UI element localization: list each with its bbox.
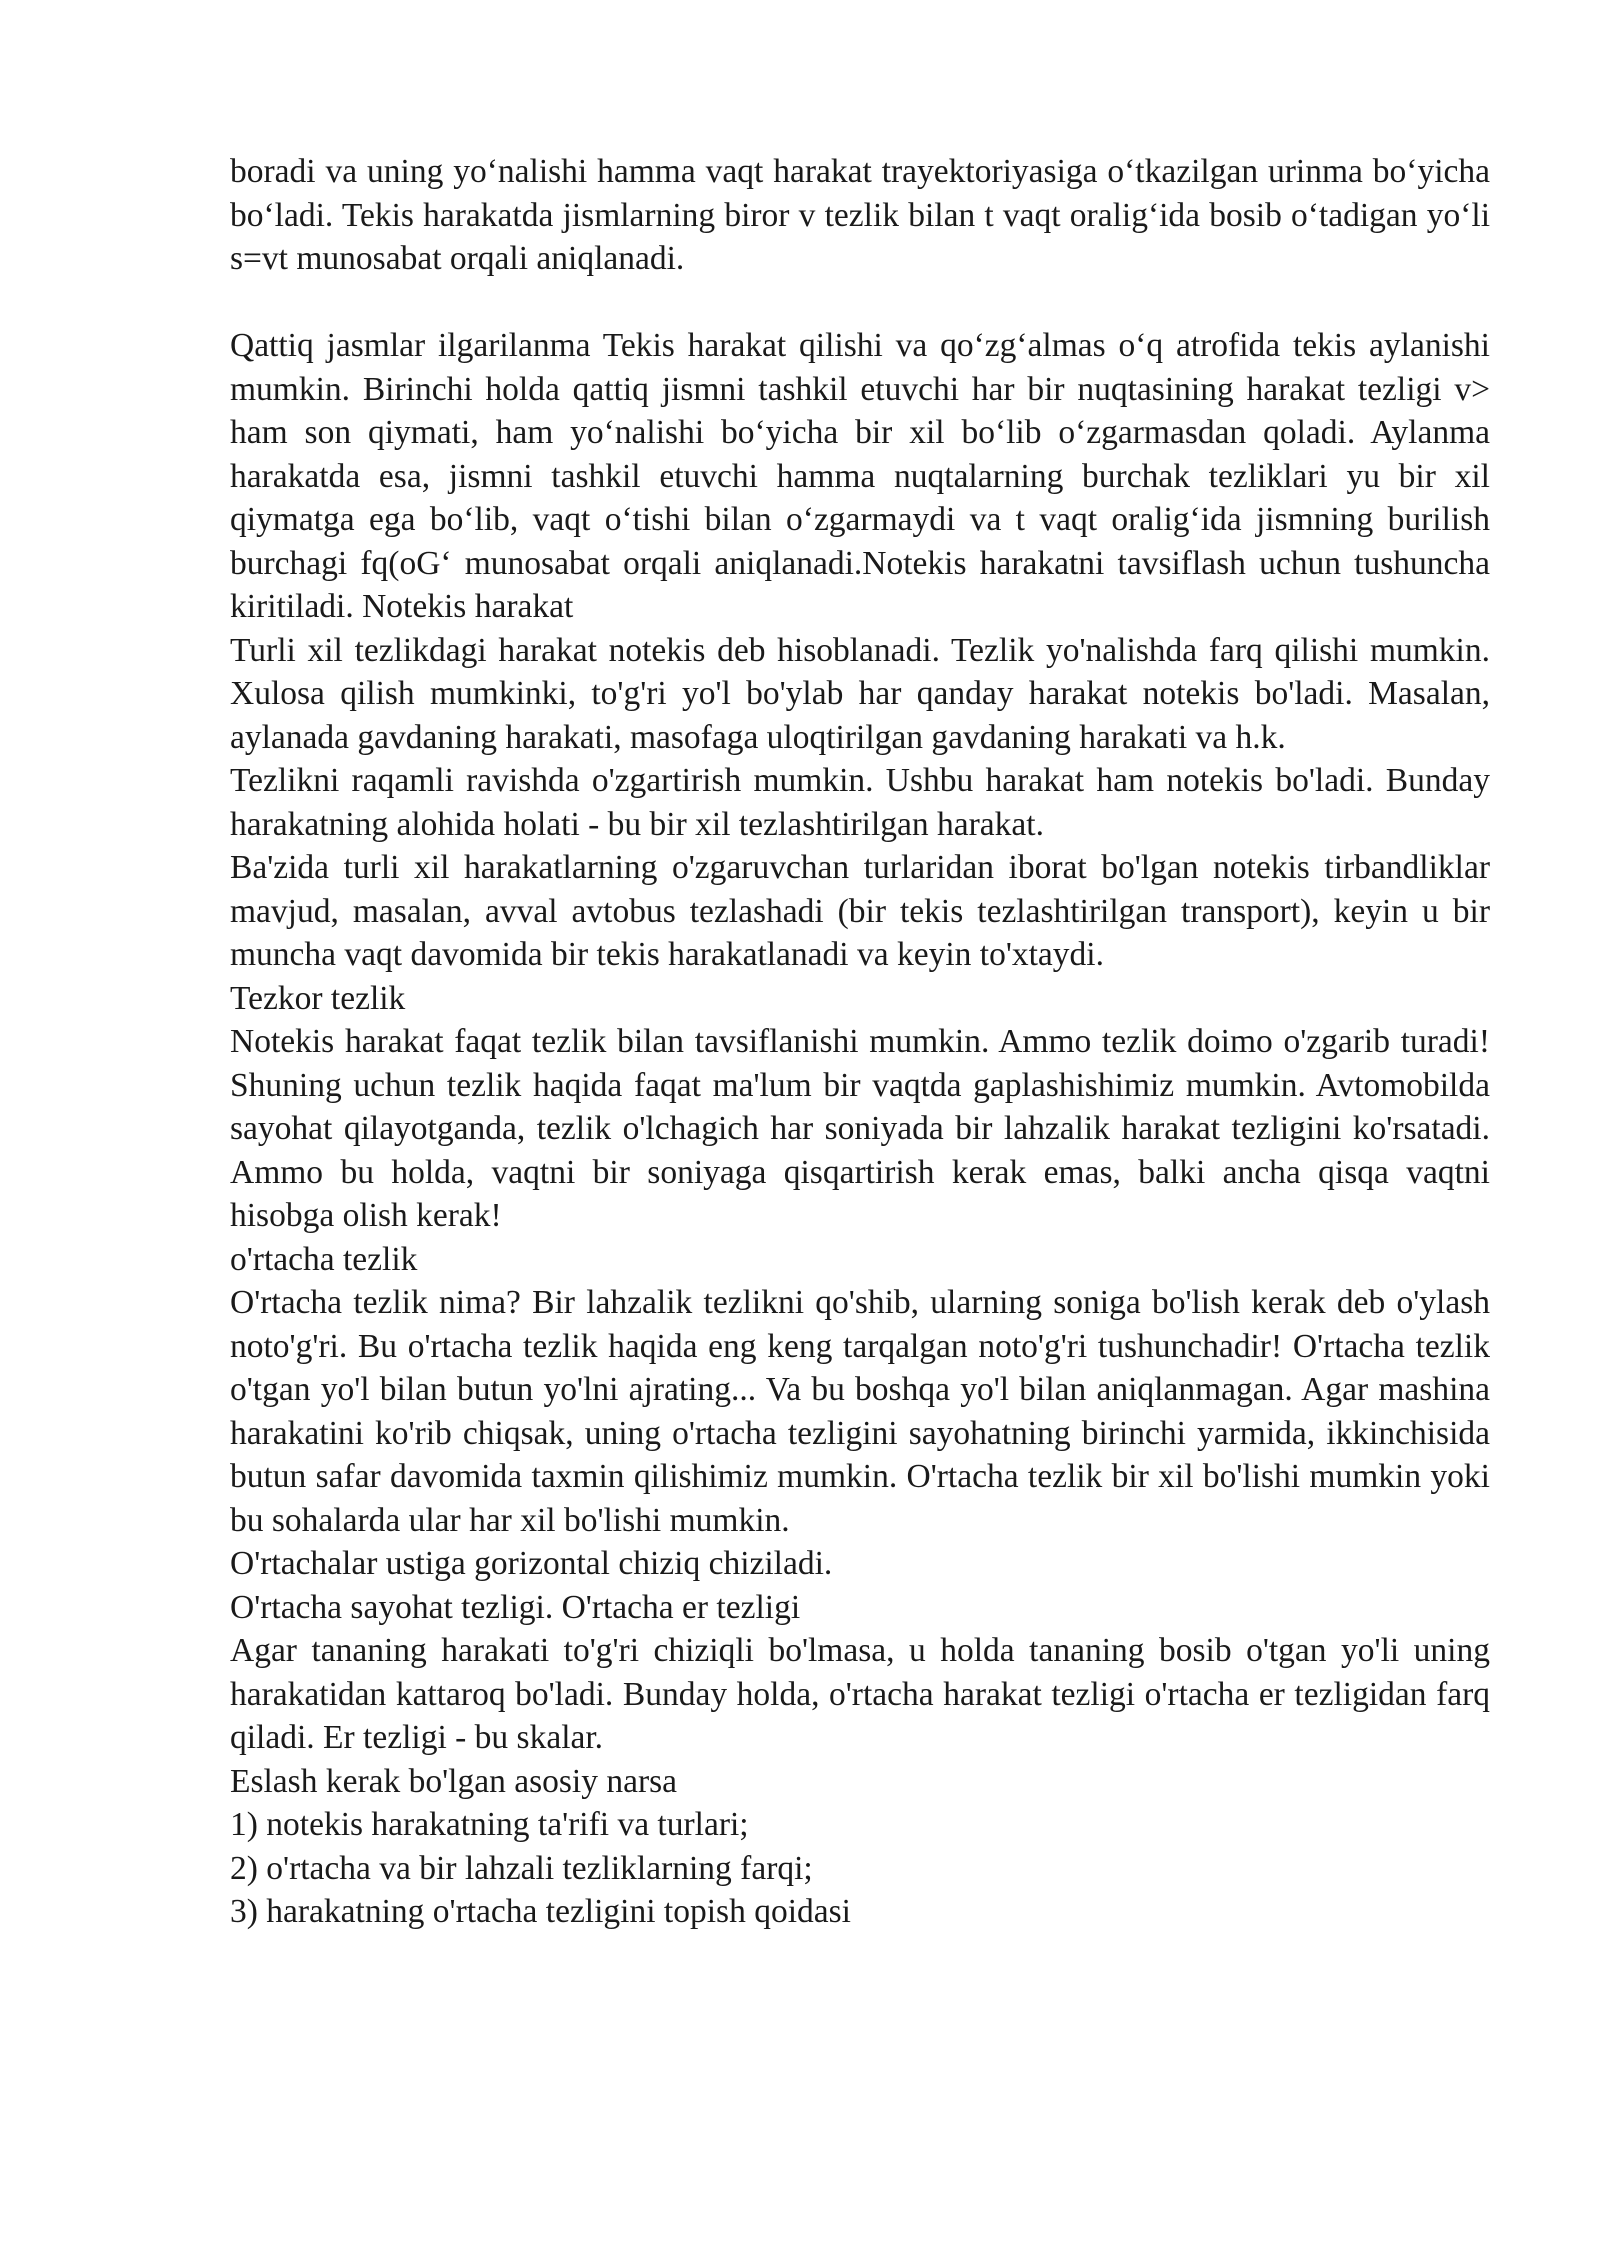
document-page [230, 150, 1490, 1934]
paragraph-uniform-motion-direction: boradi va uning yo‘nalishi hamma vaqt harakat trayektoriyasiga o‘tkazilgan urinma bo‘yicha bo‘ladi. Tekis harakatda jismlarning biror v tezlik bilan t vaqt oralig‘ida bosib o‘tadigan yo‘li s=vt munosabat orqali aniqlanadi. [230, 153, 1490, 277]
paragraph-mixed-motion: Ba'zida turli xil harakatlarning o'zgaruvchan turlaridan iborat bo'lgan notekis tirbandliklar mavjud, masalan, avval avtobus tezlashadi (bir tekis tezlashtirilgan transport), keyin u bir muncha vaqt davomida bir tekis harakatlanadi va keyin to'xtaydi. [230, 849, 1490, 973]
paragraph-instant-speed: Notekis harakat faqat tezlik bilan tavsiflanishi mumkin. Ammo tezlik doimo o'zgarib turadi! Shuning uchun tezlik haqida faqat ma'lum bir vaqtda gaplashishimiz mumkin. Avtomobilda sayohat qilayotganda, tezlik o'lchagich har soniyada bir lahzalik harakat tezligini ko'rsatadi. Ammo bu holda, vaqtni bir soniyaga qisqartirish kerak emas, balki ancha qisqa vaqtni hisobga olish kerak! [230, 1023, 1490, 1234]
paragraph-nonuniform-definition: Turli xil tezlikdagi harakat notekis deb hisoblanadi. Tezlik yo'nalishda farq qilishi mumkin. Xulosa qilish mumkinki, to'g'ri yo'l bo'ylab har qanday harakat notekis bo'ladi. Masalan, aylanada gavdaning harakati, masofaga uloqtirilgan gavdaning harakati va h.k. [230, 631, 1490, 756]
heading-key-points: Eslash kerak bo'lgan asosiy narsa [230, 1762, 677, 1800]
paragraph-rigid-body-motion: Qattiq jasmlar ilgarilanma Tekis harakat qilishi va qo‘zg‘almas o‘q atrofida tekis aylanishi mumkin. Birinchi holda qattiq jismni tashkil etuvchi har bir nuqtasining harakat tezligi v> ham son qiymati, ham yo‘nalishi bo‘yicha bir xil bo‘lib o‘zgarmasdan qoladi. Aylanma harakatda esa, jismni tashkil etuvchi hamma nuqtalarning burchak tezliklari yu bir xil qiymatga ega bo‘lib, vaqt o‘tishi bilan o‘zgarmaydi va t vaqt oralig‘ida jismning burilish burchagi fq(oG‘ munosabat orqali aniqlanadi.Notekis harakatni tavsiflash uchun tushuncha kiritiladi. Notekis harakat [230, 327, 1490, 625]
paragraph-average-notation: O'rtachalar ustiga gorizontal chiziq chiziladi. [230, 1545, 833, 1582]
paragraph-speed-change: Tezlikni raqamli ravishda o'zgartirish mumkin. Ushbu harakat ham notekis bo'ladi. Bunday harakatning alohida holati - bu bir xil tezlashtirilgan harakat. [230, 762, 1490, 843]
list-item-3: 3) harakatning o'rtacha tezligini topish qoidasi [230, 1893, 851, 1930]
list-item-1: 1) notekis harakatning ta'rifi va turlari; [230, 1806, 749, 1843]
list-item-2: 2) o'rtacha va bir lahzali tezliklarning farqi; [230, 1849, 813, 1887]
paragraph-average-speed: O'rtacha tezlik nima? Bir lahzalik tezlikni qo'shib, ularning soniga bo'lish kerak deb o'ylash noto'g'ri. Bu o'rtacha tezlik haqida eng keng tarqalgan noto'g'ri tushunchadir! O'rtacha tezlik o'tgan yo'l bilan butun yo'lni ajrating... Va bu boshqa yo'l bilan aniqlanmagan. Agar mashina harakatini ko'rib chiqsak, uning o'rtacha tezligini sayohatning birinchi yarmida, ikkinchisida butun safar davomida taxmin qilishimiz mumkin. O'rtacha tezlik bir xil bo'lishi mumkin yoki bu sohalarda ular har xil bo'lishi mumkin. [230, 1284, 1490, 1539]
heading-average-speed: o'rtacha tezlik [230, 1240, 418, 1278]
heading-travel-ground-speed: O'rtacha sayohat tezligi. O'rtacha er tezligi [230, 1588, 801, 1626]
heading-instant-speed: Tezkor tezlik [230, 979, 406, 1017]
paragraph-ground-speed: Agar tananing harakati to'g'ri chiziqli bo'lmasa, u holda tananing bosib o'tgan yo'li uning harakatidan kattaroq bo'ladi. Bunday holda, o'rtacha harakat tezligi o'rtacha er tezligidan farq qiladi. Er tezligi - bu skalar. [230, 1632, 1490, 1756]
